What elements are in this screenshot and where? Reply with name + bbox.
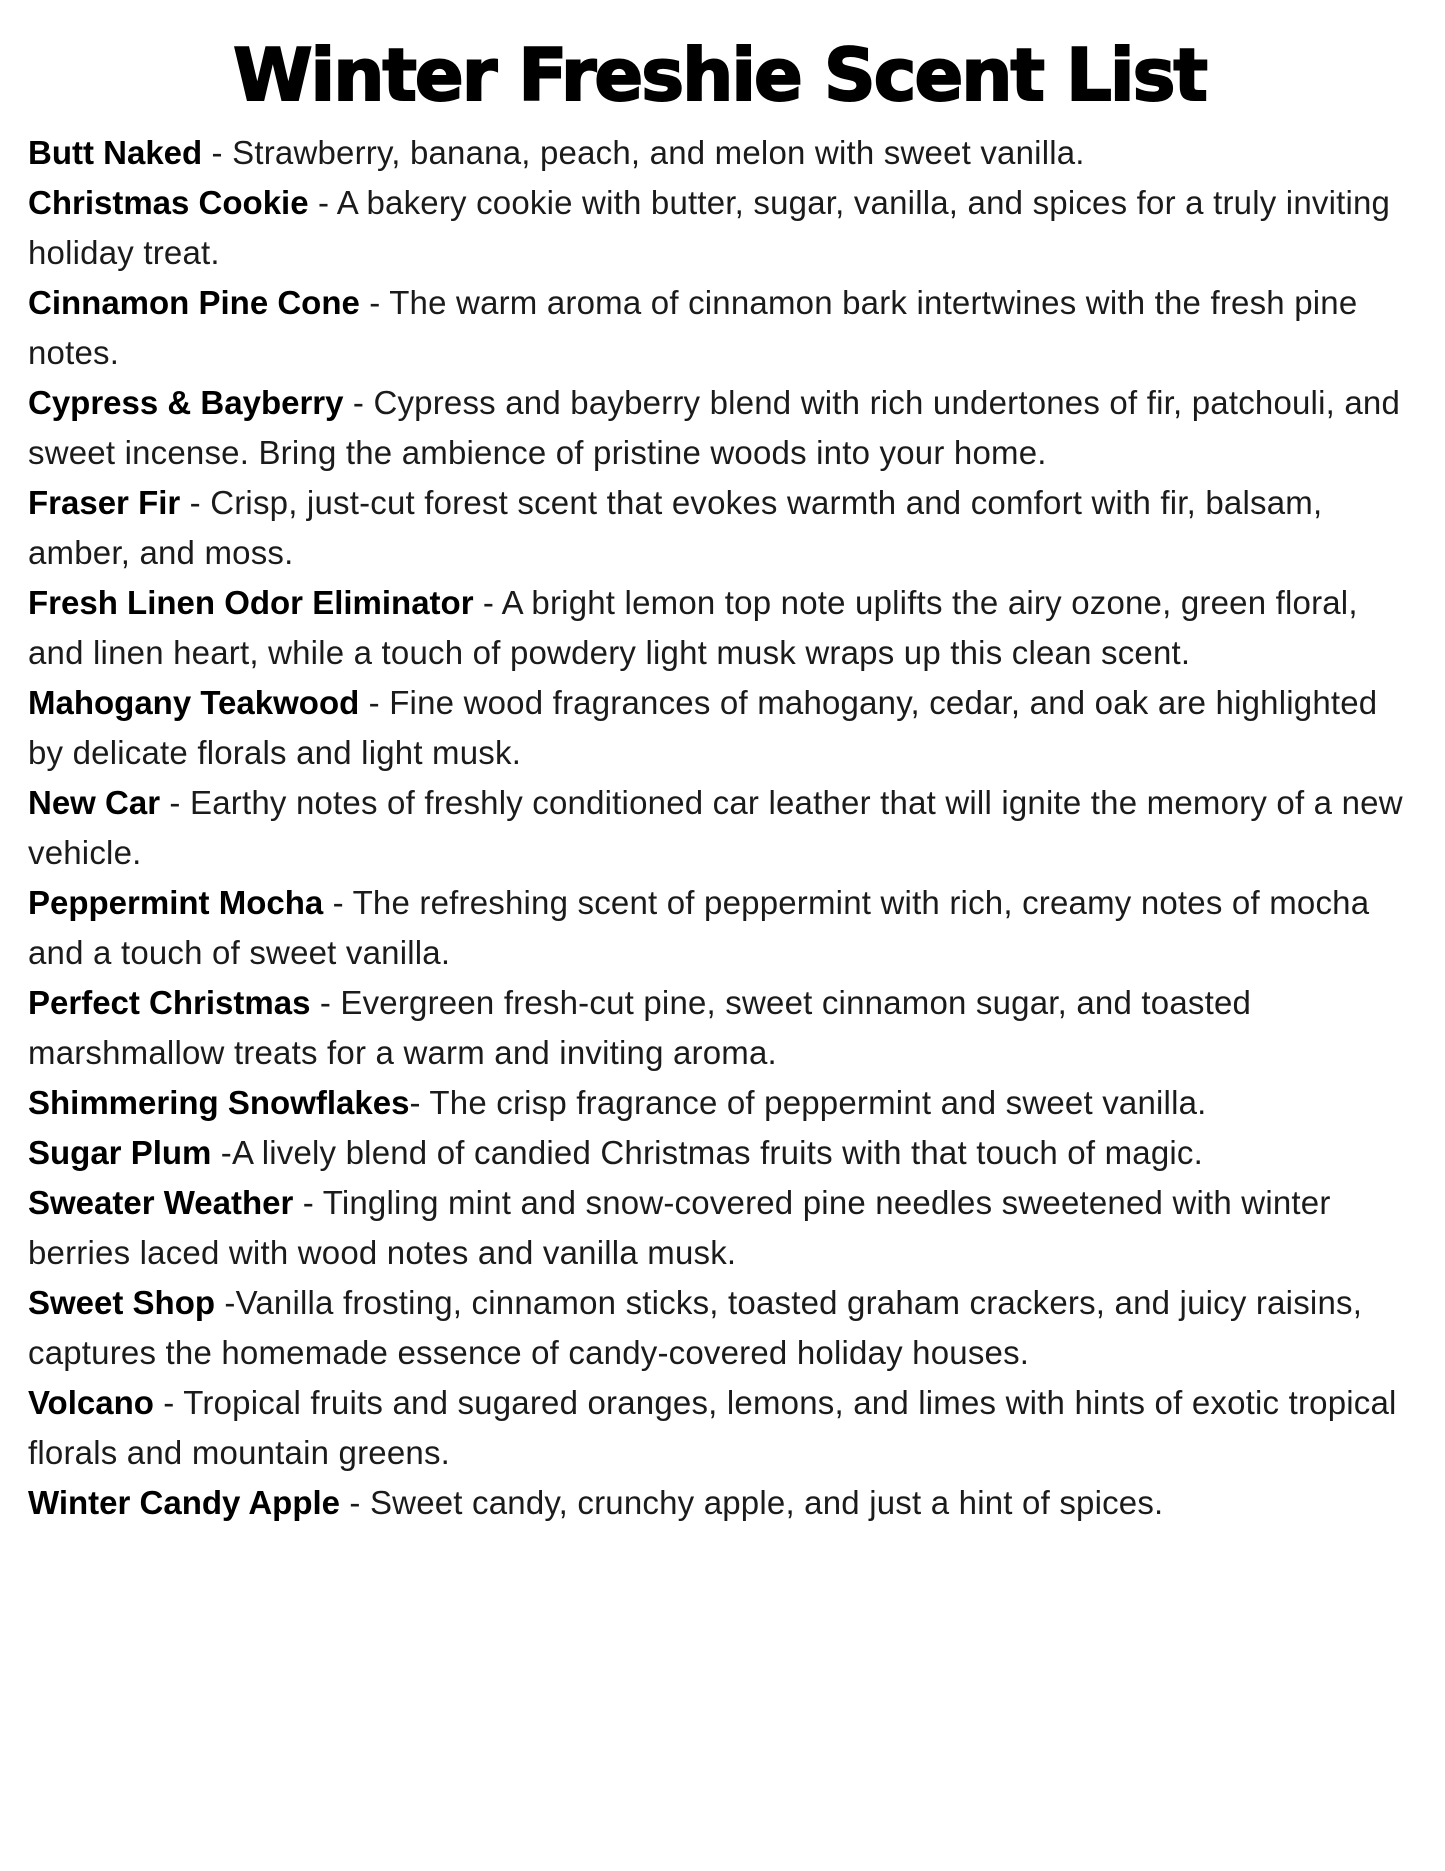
scent-separator: -	[153, 1383, 184, 1421]
scent-entry	[28, 378, 1411, 478]
scent-separator: -	[340, 1483, 370, 1521]
scent-separator: -	[215, 1283, 236, 1321]
scent-separator: -	[180, 483, 211, 521]
scent-entry	[28, 1178, 1411, 1278]
scent-name: Cypress & Bayberry	[28, 383, 344, 421]
scent-name: Fraser Fir	[28, 483, 181, 521]
scent-entry	[28, 1478, 1411, 1528]
scent-description: Evergreen fresh-cut pine, sweet cinnamon sugar, and toasted marshmallow treats for a warm and inviting aroma.	[28, 983, 1252, 1071]
scent-name: Shimmering Snowflakes	[28, 1083, 410, 1121]
scent-entry	[28, 278, 1411, 378]
scent-name: Sugar Plum	[28, 1133, 212, 1171]
scent-separator: -	[160, 783, 190, 821]
scent-name: New Car	[28, 783, 161, 821]
scent-description: A bright lemon top note uplifts the airy ozone, green floral, and linen heart, while a touch of powdery light musk wraps up this clean scent.	[28, 583, 1358, 671]
scent-entry	[28, 178, 1411, 278]
scent-entry	[28, 778, 1411, 878]
scent-entries	[28, 128, 1411, 1528]
scent-entry	[28, 978, 1411, 1078]
scent-separator: -	[202, 133, 233, 171]
scent-entry	[28, 578, 1411, 678]
scent-entry	[28, 128, 1411, 178]
scent-description: Strawberry, banana, peach, and melon with sweet vanilla.	[232, 133, 1085, 171]
scent-entry	[28, 478, 1411, 578]
scent-description: Crisp, just-cut forest scent that evokes warmth and comfort with fir, balsam, amber, and moss.	[28, 483, 1323, 571]
scent-entry	[28, 1278, 1411, 1378]
scent-separator: -	[359, 683, 390, 721]
scent-description: Sweet candy, crunchy apple, and just a hint of spices.	[369, 1483, 1164, 1521]
scent-name: Sweet Shop	[28, 1283, 216, 1321]
scent-separator: -	[310, 983, 341, 1021]
scent-description: Tingling mint and snow-covered pine needles sweetened with winter berries laced with wood notes and vanilla musk.	[28, 1183, 1331, 1271]
scent-separator: -	[211, 1133, 232, 1171]
scent-description: Cypress and bayberry blend with rich undertones of fir, patchouli, and sweet incense. Bring the ambience of pristine woods into your home.	[28, 383, 1401, 471]
scent-description: Fine wood fragrances of mahogany, cedar, and oak are highlighted by delicate florals and light musk.	[28, 683, 1378, 771]
scent-name: Peppermint Mocha	[28, 883, 324, 921]
scent-description: Vanilla frosting, cinnamon sticks, toasted graham crackers, and juicy raisins, captures the homemade essence of candy-covered holiday houses.	[28, 1283, 1363, 1371]
scent-entry	[28, 1078, 1411, 1128]
page-title: Winter Freshie Scent List	[233, 33, 1206, 117]
scent-name: Mahogany Teakwood	[28, 683, 360, 721]
scent-name: Sweater Weather	[28, 1183, 294, 1221]
scent-entry	[28, 878, 1411, 978]
scent-description: The refreshing scent of peppermint with rich, creamy notes of mocha and a touch of sweet vanilla.	[28, 883, 1370, 971]
scent-separator: -	[308, 183, 337, 221]
scent-description: A bakery cookie with butter, sugar, vanilla, and spices for a truly inviting holiday treat.	[28, 183, 1391, 271]
scent-name: Volcano	[28, 1383, 154, 1421]
scent-description: Tropical fruits and sugared oranges, lemons, and limes with hints of exotic tropical florals and mountain greens.	[28, 1383, 1397, 1471]
scent-entry	[28, 1128, 1411, 1178]
scent-description: Earthy notes of freshly conditioned car leather that will ignite the memory of a new vehicle.	[28, 783, 1403, 871]
scent-separator: -	[293, 1183, 323, 1221]
scent-name: Butt Naked	[28, 133, 203, 171]
scent-description: A lively blend of candied Christmas fruits with that touch of magic.	[231, 1133, 1203, 1171]
scent-separator: -	[323, 883, 353, 921]
scent-entry	[28, 678, 1411, 778]
scent-description: The crisp fragrance of peppermint and sweet vanilla.	[429, 1083, 1207, 1121]
scent-entry	[28, 1378, 1411, 1478]
scent-name: Winter Candy Apple	[28, 1483, 341, 1521]
scent-name: Perfect Christmas	[28, 983, 311, 1021]
scent-separator: -	[473, 583, 502, 621]
scent-name: Christmas Cookie	[28, 183, 309, 221]
scent-separator: -	[359, 283, 390, 321]
scent-name: Cinnamon Pine Cone	[28, 283, 360, 321]
scent-separator: -	[409, 1083, 430, 1121]
scent-name: Fresh Linen Odor Eliminator	[28, 583, 474, 621]
scent-description: The warm aroma of cinnamon bark intertwines with the fresh pine notes.	[28, 283, 1358, 371]
scent-separator: -	[343, 383, 374, 421]
